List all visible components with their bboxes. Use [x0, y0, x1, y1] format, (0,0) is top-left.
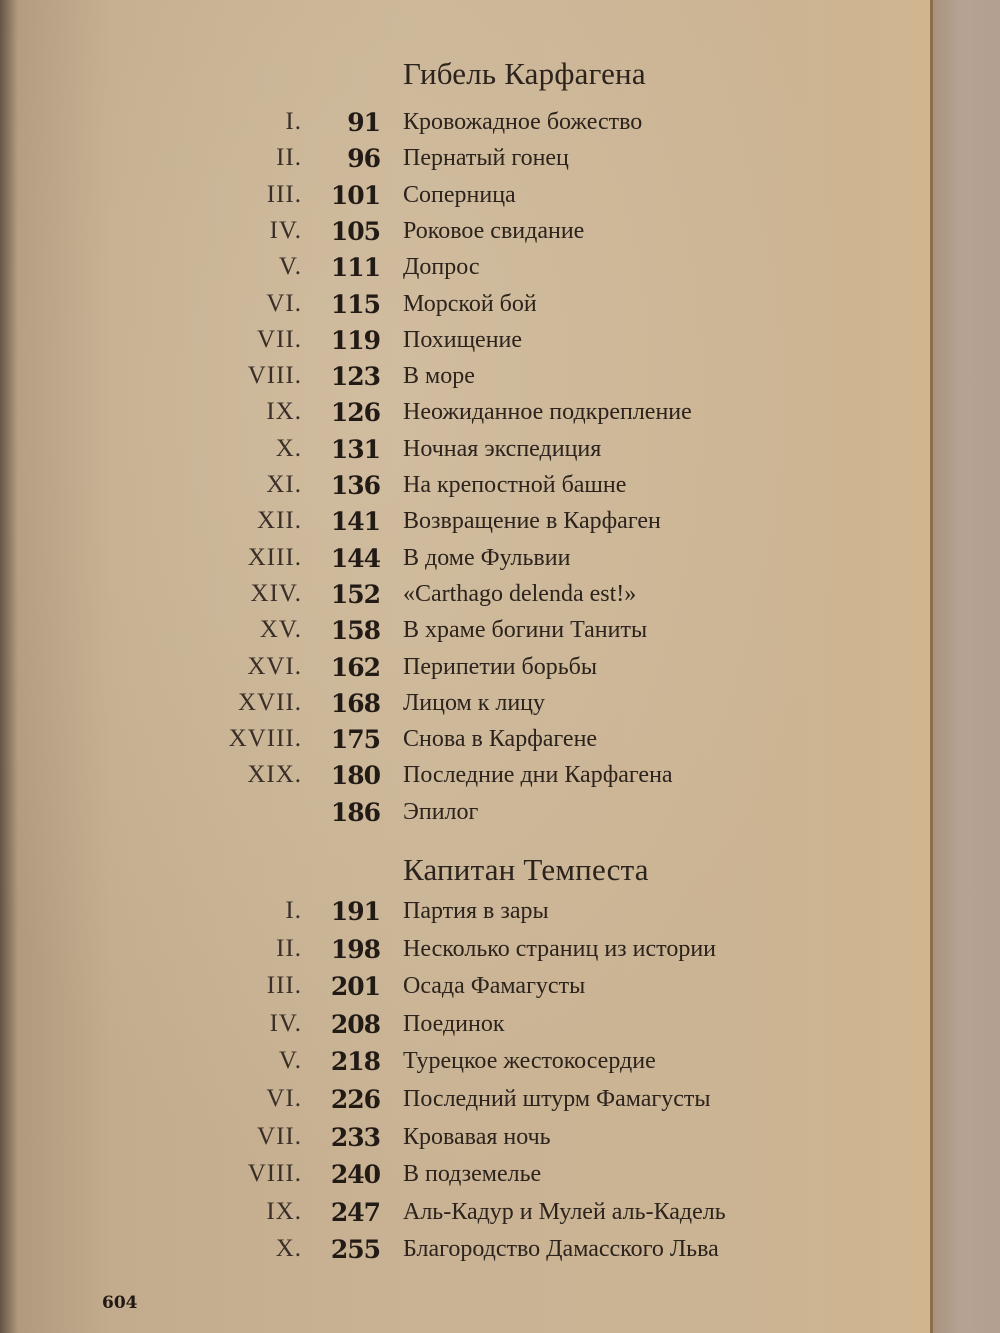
- chapter-numeral: VI.: [266, 289, 302, 317]
- toc-entry: [0, 435, 930, 471]
- page-ref: 119: [330, 325, 380, 355]
- chapter-title: Аль-Кадур и Мулей аль-Кадель: [403, 1198, 726, 1225]
- chapter-numeral: XVI.: [247, 652, 302, 680]
- chapter-title: Турецкое жестокосердие: [403, 1048, 656, 1075]
- chapter-numeral: XI.: [266, 471, 302, 498]
- page-ref: 198: [330, 934, 380, 964]
- toc-entry: [0, 507, 930, 543]
- chapter-numeral: VII.: [257, 1122, 302, 1150]
- page-ref: 168: [330, 688, 380, 718]
- chapter-numeral: XVII.: [237, 688, 302, 716]
- chapter-numeral: III.: [266, 180, 302, 208]
- page-ref: 144: [330, 543, 380, 573]
- chapter-numeral: VI.: [266, 1085, 302, 1112]
- chapter-title: Благородство Дамасского Льва: [403, 1236, 719, 1263]
- chapter-numeral: XII.: [257, 507, 302, 535]
- section-title: Капитан Темпеста: [403, 852, 649, 887]
- chapter-title: Роковое свидание: [403, 217, 585, 244]
- page-ref: 152: [330, 579, 380, 609]
- chapter-title: Неожиданное подкрепление: [403, 399, 692, 426]
- page-ref: 115: [330, 289, 380, 319]
- page-ref: 123: [330, 362, 380, 392]
- page-ref: 91: [347, 108, 380, 137]
- page-ref: 208: [330, 1009, 380, 1039]
- chapter-numeral: XVIII.: [228, 725, 302, 753]
- toc-entry: [0, 935, 930, 971]
- chapter-numeral: X.: [275, 434, 302, 462]
- page-ref: 136: [330, 471, 380, 500]
- page-ref: 131: [330, 434, 380, 464]
- toc-entry: [0, 290, 930, 326]
- toc-entry: [0, 217, 930, 253]
- page-ref: 180: [330, 761, 380, 791]
- page-ref: 247: [330, 1197, 380, 1227]
- chapter-title: Несколько страниц из истории: [403, 935, 717, 962]
- chapter-title: Эпилог: [403, 798, 479, 825]
- toc-entry: [0, 108, 930, 144]
- page-ref: 141: [330, 507, 380, 537]
- chapter-title: На крепостной башне: [403, 472, 627, 498]
- toc-entry: [0, 580, 930, 616]
- chapter-title: Лицом к лицу: [403, 689, 546, 716]
- toc-entry: [0, 326, 930, 362]
- chapter-numeral: VII.: [257, 325, 302, 353]
- chapter-title: Кровожадное божество: [403, 109, 643, 135]
- page-ref: 233: [330, 1122, 380, 1152]
- toc-entry: [0, 689, 930, 725]
- page-ref: 186: [330, 797, 380, 827]
- page-ref: 201: [330, 972, 380, 1002]
- chapter-title: Снова в Карфагене: [403, 726, 598, 753]
- chapter-title: «Carthago delenda est!»: [403, 580, 637, 607]
- chapter-title: Осада Фамагусты: [403, 973, 586, 1000]
- chapter-numeral: V.: [278, 253, 302, 281]
- page-ref: 218: [330, 1047, 380, 1077]
- toc-entry: [0, 362, 930, 398]
- toc-entry: [0, 1198, 930, 1234]
- page-ref: 126: [330, 398, 380, 428]
- chapter-title: Пернатый гонец: [403, 145, 569, 172]
- toc-entry: [0, 144, 930, 180]
- toc-entry: [0, 253, 930, 289]
- page-ref: 162: [330, 652, 380, 682]
- page-ref: 96: [347, 144, 380, 174]
- section-title: Гибель Карфагена: [403, 56, 646, 91]
- page-ref: 158: [330, 616, 380, 646]
- toc-entry: [0, 544, 930, 580]
- chapter-title: Возвращение в Карфаген: [403, 508, 661, 535]
- chapter-title: В доме Фульвии: [403, 544, 571, 571]
- toc-entry: [0, 761, 930, 797]
- toc-entry: [0, 1010, 930, 1046]
- toc-entry: [0, 653, 930, 689]
- chapter-title: В море: [403, 363, 475, 390]
- toc-entry: [0, 616, 930, 652]
- chapter-numeral: IX.: [266, 398, 302, 426]
- page-ref: 255: [330, 1235, 380, 1265]
- chapter-title: Кровавая ночь: [403, 1123, 551, 1150]
- chapter-title: Соперница: [403, 181, 516, 208]
- chapter-numeral: II.: [276, 144, 302, 172]
- chapter-numeral: X.: [275, 1235, 302, 1263]
- adjacent-page: [933, 0, 1000, 1333]
- toc-entry: [0, 181, 930, 217]
- chapter-title: Морской бой: [403, 290, 537, 317]
- toc-entry: [0, 1085, 930, 1121]
- toc-entry: [0, 471, 930, 507]
- toc-entry: [0, 897, 930, 933]
- page-ref: 240: [330, 1160, 380, 1190]
- chapter-numeral: XV.: [259, 616, 302, 644]
- chapter-title: Допрос: [403, 254, 480, 281]
- page-ref: 175: [330, 725, 380, 755]
- chapter-numeral: V.: [278, 1047, 302, 1075]
- chapter-title: Ночная экспедиция: [403, 435, 602, 462]
- page-ref: 105: [330, 216, 380, 246]
- chapter-title: В подземелье: [403, 1161, 542, 1188]
- page-number: 604: [102, 1293, 138, 1313]
- toc-entry: [0, 1123, 930, 1159]
- toc-entry: [0, 725, 930, 761]
- toc-entry: [0, 1047, 930, 1083]
- toc-entry: [0, 972, 930, 1008]
- chapter-numeral: XIX.: [247, 761, 302, 789]
- toc-entry: [0, 398, 930, 434]
- page-ref: 191: [330, 897, 380, 926]
- toc-entry: [0, 1235, 930, 1271]
- chapter-title: В храме богини Таниты: [403, 617, 648, 644]
- chapter-title: Последние дни Карфагена: [403, 762, 673, 789]
- chapter-numeral: XIII.: [247, 543, 302, 571]
- chapter-numeral: II.: [276, 934, 302, 962]
- chapter-numeral: IX.: [266, 1197, 302, 1225]
- chapter-numeral: I.: [285, 897, 302, 924]
- toc-entry: [0, 1160, 930, 1196]
- chapter-title: Похищение: [403, 326, 523, 353]
- chapter-title: Партия в зары: [403, 898, 549, 924]
- page-ref: 101: [330, 180, 380, 210]
- chapter-title: Поединок: [403, 1010, 505, 1037]
- chapter-numeral: IV.: [269, 216, 302, 244]
- toc-entry: [0, 798, 930, 834]
- page-ref: 226: [330, 1085, 380, 1114]
- chapter-numeral: XIV.: [250, 579, 302, 607]
- chapter-numeral: I.: [285, 108, 302, 135]
- chapter-numeral: VIII.: [247, 1160, 302, 1188]
- chapter-numeral: III.: [266, 972, 302, 1000]
- chapter-numeral: IV.: [269, 1009, 302, 1037]
- chapter-title: Перипетии борьбы: [403, 653, 597, 680]
- chapter-title: Последний штурм Фамагусты: [403, 1086, 711, 1112]
- chapter-numeral: VIII.: [247, 362, 302, 390]
- page-ref: 111: [330, 253, 380, 283]
